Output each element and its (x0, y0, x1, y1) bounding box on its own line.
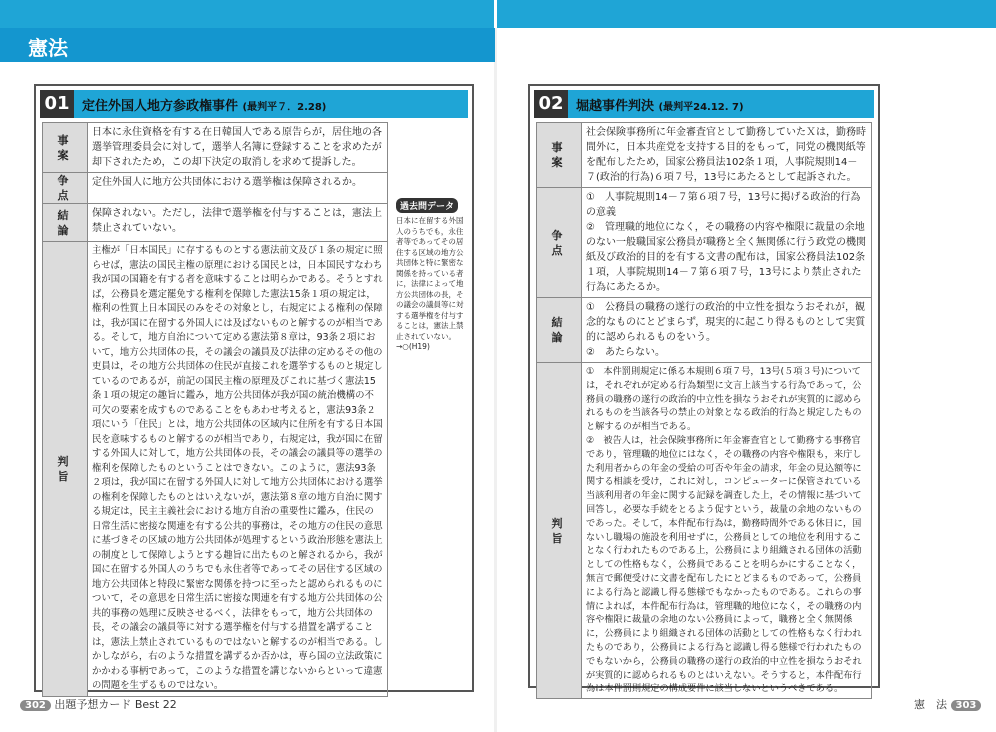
case-card-02 (528, 84, 880, 695)
row-text (582, 188, 872, 298)
row-label: 結 論 (43, 204, 88, 242)
case-table (42, 122, 388, 697)
section-header (0, 28, 495, 62)
row-item: ② 被告人は，社会保険事務所に年金審査官として勤務する事務官であり，管理職的地位にはなく，その職務の内容や権限も，来庁した利用者からの年金の受給の可否や年金の請求，年金の見込額等に関する相談を受け，これに対し，コンピューターに保管されている当該利用者の年金に関する記録を調査した上，その情報に基づいて回答し，必要な手続をとるよう促すという，裁量の余地のないものであった。そして，本件配布行為は，勤務時間外である休日に，国ないし職場の施設を利用せずに，公務員としての地位を利用することなく行われたものである上，公務員により組織される団体の活動としての性格もなく，公務員であることを明らかにすることなく，無言で郵便受けに文書を配布したにとどまるものであって，公務員による行為と認識し得る態様でもなかったものである。これらの事情によれば，本件配布行為は，管理職的地位になく，その職務の内容や権限に裁量の余地のない公務員によって，職務と全く無関係に，公務員により組織される団体の活動としての性格もなく行われたものであり，公務員による行為と認識し得る態様で行われたものでもないから，公務員の職務の遂行の政治的中立性を損なうおそれが実質的に認められるものとはいえない。そうすると，本件配布行為は本件罰則規定の構成要件に該当しないというべきである。 (586, 434, 862, 695)
case-card-title-bar (40, 90, 468, 118)
row-item: ① 本件罰則規定に係る本規則６項７号，13号(５項３号)については，それぞれが定める行為類型に文言上該当する行為であって，公務員の職務の遂行の政治的中立性を損なうおそれが実質的に認められるものを当該各号の禁止の対象となる政治的行為と規定したものと解するのが相当である。 (586, 366, 862, 433)
top-color-bar (0, 0, 996, 28)
table-row (537, 298, 872, 363)
past-exam-text: 日本に在留する外国人のうちでも，永住者等であってその居住する区域の地方公共団体と特に緊密な関係を持っている者に，法律によって地方公共団体の長，その議会の議員等に対する選挙権を付与することは，憲法上禁止されていない。→○(H19) (396, 216, 464, 351)
case-ref: (最判平７．2.28) (242, 102, 327, 113)
footer-left (20, 696, 177, 712)
table-row (537, 363, 872, 699)
case-card-title-bar (534, 90, 874, 118)
footer-right (914, 696, 981, 712)
row-item: ① 人事院規則14－７第６項７号，13号に掲げる政治的行為の意義 (586, 192, 861, 218)
case-title-text: 堀越事件判決 (576, 99, 655, 114)
case-card-01 (34, 84, 474, 692)
case-table (536, 122, 872, 699)
case-title (576, 95, 744, 114)
row-item: ② 管理職的地位になく，その職務の内容や権限に裁量の余地のない一般職国家公務員が職務と全く無関係に行う政党の機関紙及び政治的目的を有する文書の配布は，国家公務員法102条１項，人事院規則14－７第６項７号，13号により禁止された行為にあたるか。 (586, 222, 866, 293)
page-number-right: 303 (951, 700, 982, 711)
row-label: 事 案 (43, 123, 88, 173)
row-item: ② あたらない。 (586, 347, 665, 358)
case-title-text: 定住外国人地方参政権事件 (82, 99, 239, 114)
case-title (82, 95, 326, 114)
footer-left-label: 出題予想カード Best 22 (54, 698, 177, 711)
section-title: 憲法 (28, 36, 68, 60)
page-number-left: 302 (20, 700, 51, 711)
row-text: 主権が「日本国民」に存するものとする憲法前文及び１条の規定に照らせば，憲法の国民主権の原理における国民とは，日本国民すなわち我が国の国籍を有する者を意味することは明らかである。そうとすれば，公務員を選定罷免する権利を保障した憲法15条１項の規定は，権利の性質上日本国民のみをその対象とし，右規定による権利の保障は，我が国に在留する外国人には及ばないものと解するのが相当である。そして，地方自治について定める憲法第８章は，93条２項において，地方公共団体の長，その議会の議員及び法律の定めるその他の吏員は，その地方公共団体の住民が直接これを選挙するものと規定しているのであるが，前記の国民主権の原理及びこれに基づく憲法15条１項の規定の趣旨に鑑み，地方公共団体が我が国の統治機構の不可欠の要素を成すものであることをもあわせ考えると，憲法93条２項にいう「住民」とは，地方公共団体の区域内に住所を有する日本国民を意味するものと解するのが相当であり，右規定は，我が国に在留する外国人に対して，地方公共団体の長，その議会の議員等の選挙の権利を保障したものということはできない。このように，憲法93条２項は，我が国に在留する外国人に対して地方公共団体における選挙の権利を保障したものとはいえないが，憲法第８章の地方自治に関する規定は，民主主義社会における地方自治の重要性に鑑み，住民の日常生活に密接な関連を有する公共的事務は，その地方の住民の意思に基づきその区域の地方公共団体が処理するという政治形態を憲法上の制度として保障しようとする趣旨に出たものと解されるから，我が国に在留する外国人のうちでも永住者等であってその居住する区域の地方公共団体と特段に緊密な関係を持つに至ったと認められるものについて，その意思を日常生活に密接な関連を有する地方公共団体の公共的事務の処理に反映させるべく，法律をもって，地方公共団体の長，その議会の議員等に対する選挙権を付与する措置を講ずることは，憲法上禁止されているものではないと解するのが相当である。しかしながら，右のような措置を講ずるか否かは，専ら国の立法政策にかかわる事柄であって，このような措置を講じないからといって違憲の問題を生ずるものではない。 (88, 242, 388, 697)
table-row (43, 123, 388, 173)
row-text: 定住外国人に地方公共団体における選挙権は保障されるか。 (88, 173, 388, 204)
past-exam-label: 過去問データ (396, 198, 458, 213)
row-label: 事 案 (537, 123, 582, 188)
table-row (537, 123, 872, 188)
row-item: 社会保険事務所に年金審査官として勤務していたＸは，勤務時間外に，日本共産党を支持する目的をもって，同党の機関紙等を配布したため，国家公務員法102条１項，人事院規則14－７(政治的行為)６項７号，13号にあたるとして起訴された。 (586, 127, 866, 183)
case-number: 02 (534, 90, 568, 118)
row-label: 結 論 (537, 298, 582, 363)
case-ref: (最判平24.12. 7) (658, 102, 744, 113)
row-text: 日本に永住資格を有する在日韓国人である原告らが，居住地の各選挙管理委員会に対して，選挙人名簿に登録することを求めたが却下されたため，この却下決定の取消しを求めて提訴した。 (88, 123, 388, 173)
row-label: 争 点 (537, 188, 582, 298)
footer-right-label: 憲 法 (914, 698, 947, 711)
row-text (582, 298, 872, 363)
row-item: ① 公務員の職務の遂行の政治的中立性を損なうおそれが，観念的なものにとどまらず，現実的に起こり得るものとして実質的に認められるものをいう。 (586, 302, 866, 343)
table-row (43, 204, 388, 242)
row-label: 判 旨 (43, 242, 88, 697)
past-exam-note (396, 194, 470, 353)
table-row (43, 242, 388, 697)
row-text (582, 123, 872, 188)
table-row (43, 173, 388, 204)
row-text (582, 363, 872, 699)
row-label: 争 点 (43, 173, 88, 204)
table-row (537, 188, 872, 298)
case-number: 01 (40, 90, 74, 118)
page-gutter (494, 28, 497, 732)
row-text: 保障されない。ただし，法律で選挙権を付与することは，憲法上禁止されていない。 (88, 204, 388, 242)
row-label: 判 旨 (537, 363, 582, 699)
